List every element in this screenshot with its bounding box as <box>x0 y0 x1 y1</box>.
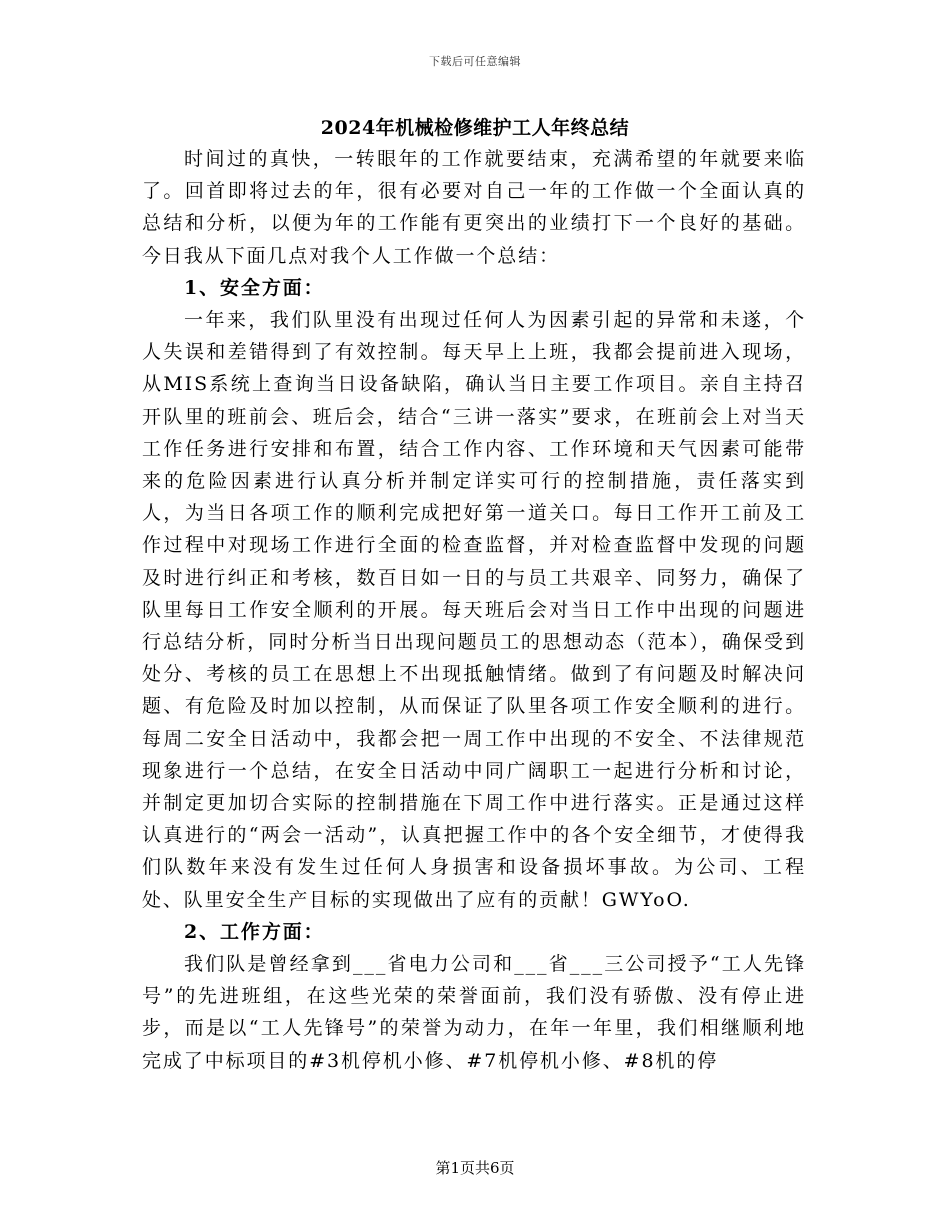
section-1-paragraph: 一年来，我们队里没有出现过任何人为因素引起的异常和未遂，个人失误和差错得到了有效控制。每天早上上班，我都会提前进入现场，从MIS系统上查询当日设备缺陷，确认当日主要工作项目。亲自主持召开队里的班前会、班后会，结合“三讲一落实”要求，在班前会上对当天工作任务进行安排和布置，结合工作内容、工作环境和天气因素可能带来的危险因素进行认真分析并制定详实可行的控制措施，责任落实到人，为当日各项工作的顺利完成把好第一道关口。每日工作开工前及工作过程中对现场工作进行全面的检查监督，并对检查监督中发现的问题及时进行纠正和考核，数百日如一日的与员工共艰辛、同努力，确保了队里每日工作安全顺利的开展。每天班后会对当日工作中出现的问题进行总结分析，同时分析当日出现问题员工的思想动态（范本），确保受到处分、考核的员工在思想上不出现抵触情绪。做到了有问题及时解决问题、有危险及时加以控制，从而保证了队里各项工作安全顺利的进行。每周二安全日活动中，我都会把一周工作中出现的不安全、不法律规范现象进行一个总结，在安全日活动中同广阔职工一起进行分析和讨论，并制定更加切合实际的控制措施在下周工作中进行落实。正是通过这样认真进行的“两会一活动”，认真把握工作中的各个安全细节，才使得我们队数年来没有发生过任何人身损害和设备损坏事故。为公司、工程处、队里安全生产目标的实现做出了应有的贡献！GWYoO. <box>142 309 806 911</box>
intro-paragraph: 时间过的真快，一转眼年的工作就要结束，充满希望的年就要来临了。回首即将过去的年，很有必要对自己一年的工作做一个全面认真的总结和分析，以便为年的工作能有更突出的业绩打下一个良好的基础。今日我从下面几点对我个人工作做一个总结： <box>142 148 806 267</box>
section-2-paragraph: 我们队是曾经拿到___省电力公司和___省___三公司授予“工人先锋号”的先进班组，在这些光荣的荣誉面前，我们没有骄傲、没有停止进步，而是以“工人先锋号”的荣誉为动力，在年一年里，我们相继顺利地完成了中标项目的#3机停机小修、#7机停机小修、#8机的停 <box>142 953 806 1072</box>
page-footer: 第1页共6页 <box>435 1159 515 1177</box>
header-note: 下载后可任意编辑 <box>429 55 521 68</box>
section-1-heading: 1、安全方面： <box>184 276 325 299</box>
document-title: 2024年机械检修维护工人年终总结 <box>320 117 630 139</box>
section-2-heading: 2、工作方面： <box>184 920 325 943</box>
document-body <box>142 143 806 1077</box>
